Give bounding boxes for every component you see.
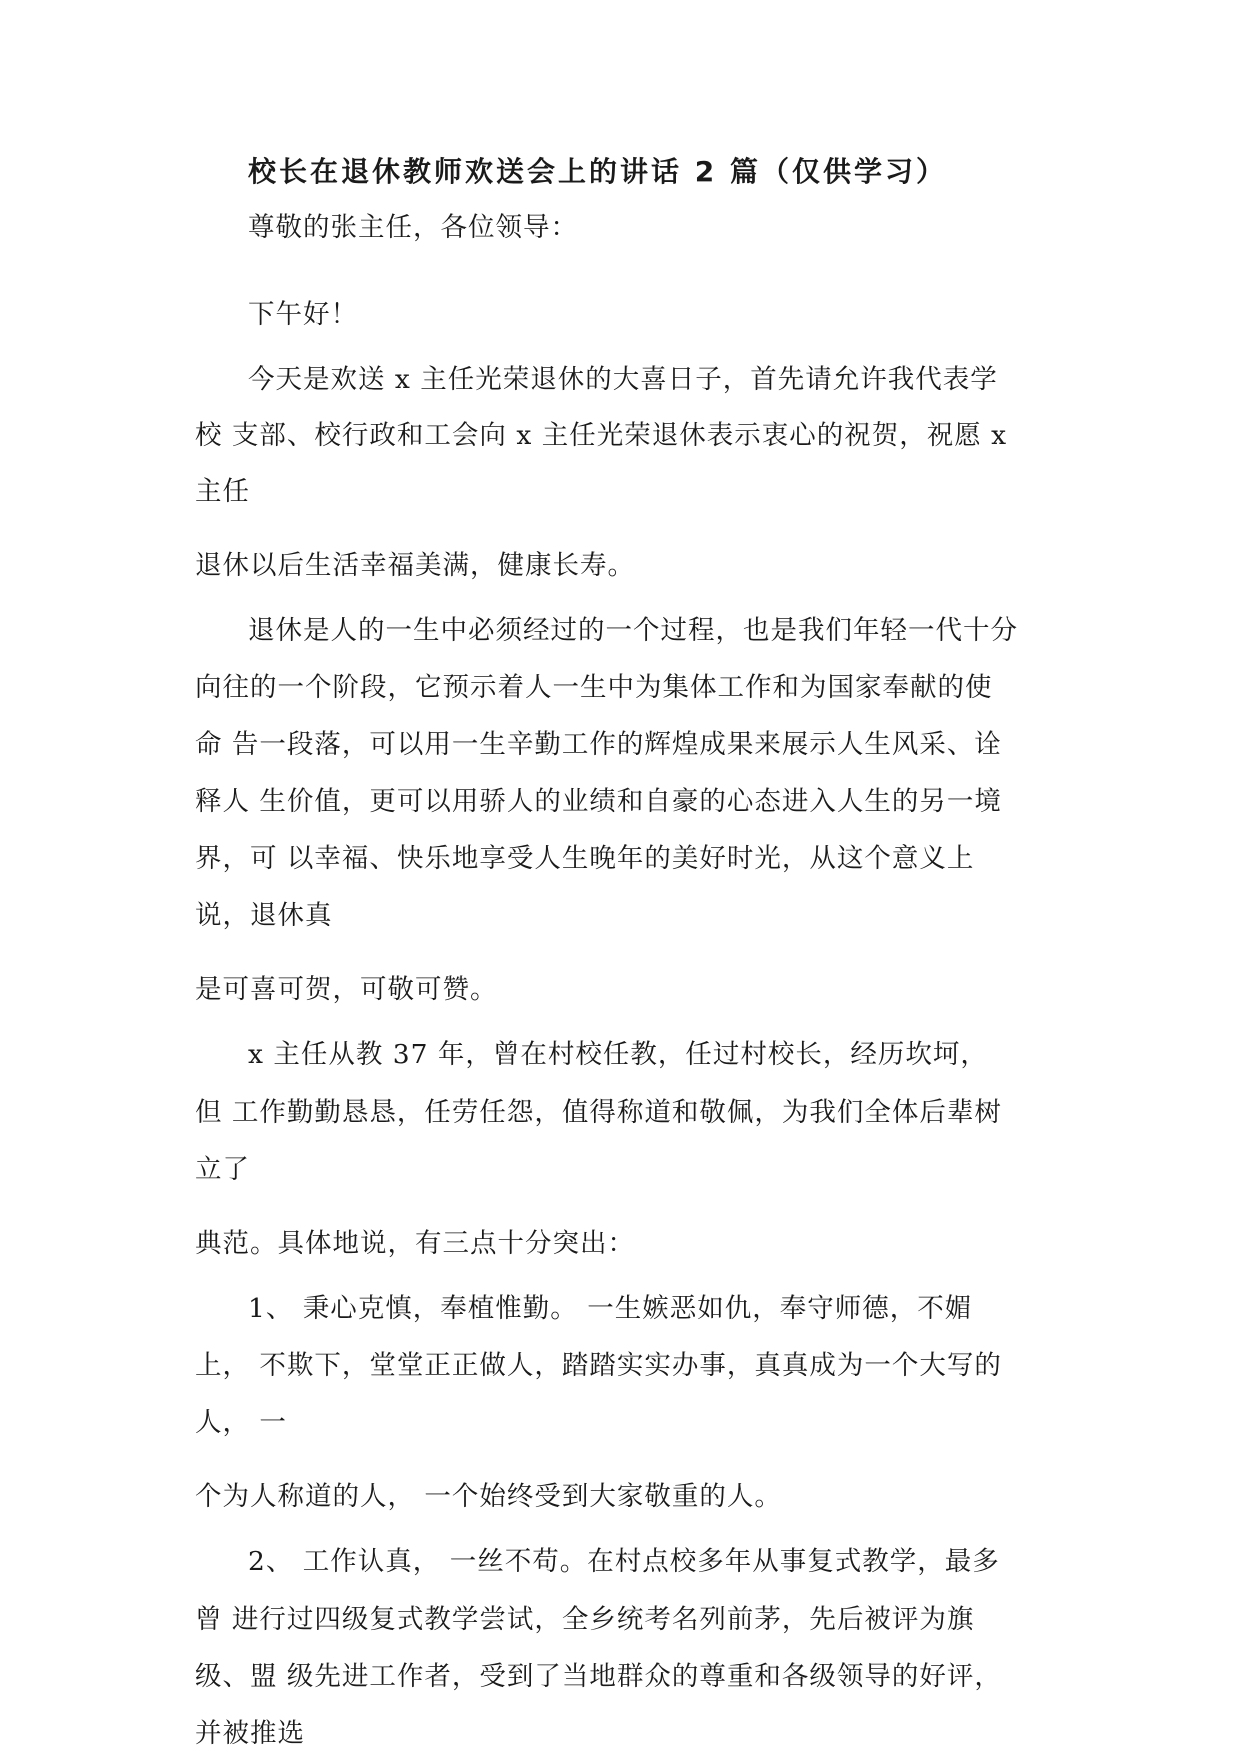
- list-item-line: 曾 进行过四级复式教学尝试，全乡统考名列前茅，先后被评为旗: [195, 1604, 975, 1635]
- paragraph-line: 但 工作勤勤恳恳，任劳任怨，值得称道和敬佩，为我们全体后辈树: [195, 1097, 1002, 1128]
- list-item-line: 并被推选: [195, 1718, 305, 1749]
- paragraph-line: 退休是人的一生中必须经过的一个过程，也是我们年轻一代十分: [248, 615, 1018, 646]
- list-item-line: 人， 一: [195, 1407, 287, 1438]
- paragraph-line: 释人 生价值，更可以用骄人的业绩和自豪的心态进入人生的另一境: [195, 786, 1002, 817]
- paragraph-line: 校 支部、校行政和工会向 x 主任光荣退休表示衷心的祝贺，祝愿 x: [195, 420, 1008, 451]
- document-title: 校长在退休教师欢送会上的讲话 2 篇（仅供学习）: [248, 155, 947, 188]
- list-item-line: 个为人称道的人， 一个始终受到大家敬重的人。: [195, 1481, 782, 1512]
- paragraph-line: 典范。具体地说，有三点十分突出：: [195, 1228, 635, 1259]
- paragraph-line: 命 告一段落，可以用一生辛勤工作的辉煌成果来展示人生风采、诠: [195, 729, 1002, 760]
- paragraph-line: 今天是欢送 x 主任光荣退休的大喜日子，首先请允许我代表学: [248, 364, 998, 395]
- paragraph-line: 界，可 以幸福、快乐地享受人生晚年的美好时光，从这个意义上: [195, 843, 975, 874]
- list-item-line: 级、盟 级先进工作者，受到了当地群众的尊重和各级领导的好评，: [195, 1661, 1002, 1692]
- list-item-line: 上， 不欺下，堂堂正正做人，踏踏实实办事，真真成为一个大写的: [195, 1350, 1002, 1381]
- list-item-line: 1、 秉心克慎，奉植惟勤。 一生嫉恶如仇，奉守师德，不媚: [248, 1293, 973, 1324]
- paragraph-line: x 主任从教 37 年，曾在村校任教，任过村校长，经历坎坷，: [248, 1039, 988, 1070]
- paragraph-line: 主任: [195, 476, 250, 507]
- salutation-line: 尊敬的张主任，各位领导：: [248, 212, 578, 243]
- list-item-line: 2、 工作认真， 一丝不苟。在村点校多年从事复式教学，最多: [248, 1546, 1000, 1577]
- greeting-line: 下午好！: [248, 299, 358, 330]
- paragraph-line: 是可喜可贺，可敬可赞。: [195, 974, 498, 1005]
- paragraph-line: 立了: [195, 1154, 250, 1185]
- paragraph-line: 说，退休真: [195, 900, 333, 931]
- paragraph-line: 退休以后生活幸福美满，健康长寿。: [195, 550, 635, 581]
- paragraph-line: 向往的一个阶段，它预示着人一生中为集体工作和为国家奉献的使: [195, 672, 993, 703]
